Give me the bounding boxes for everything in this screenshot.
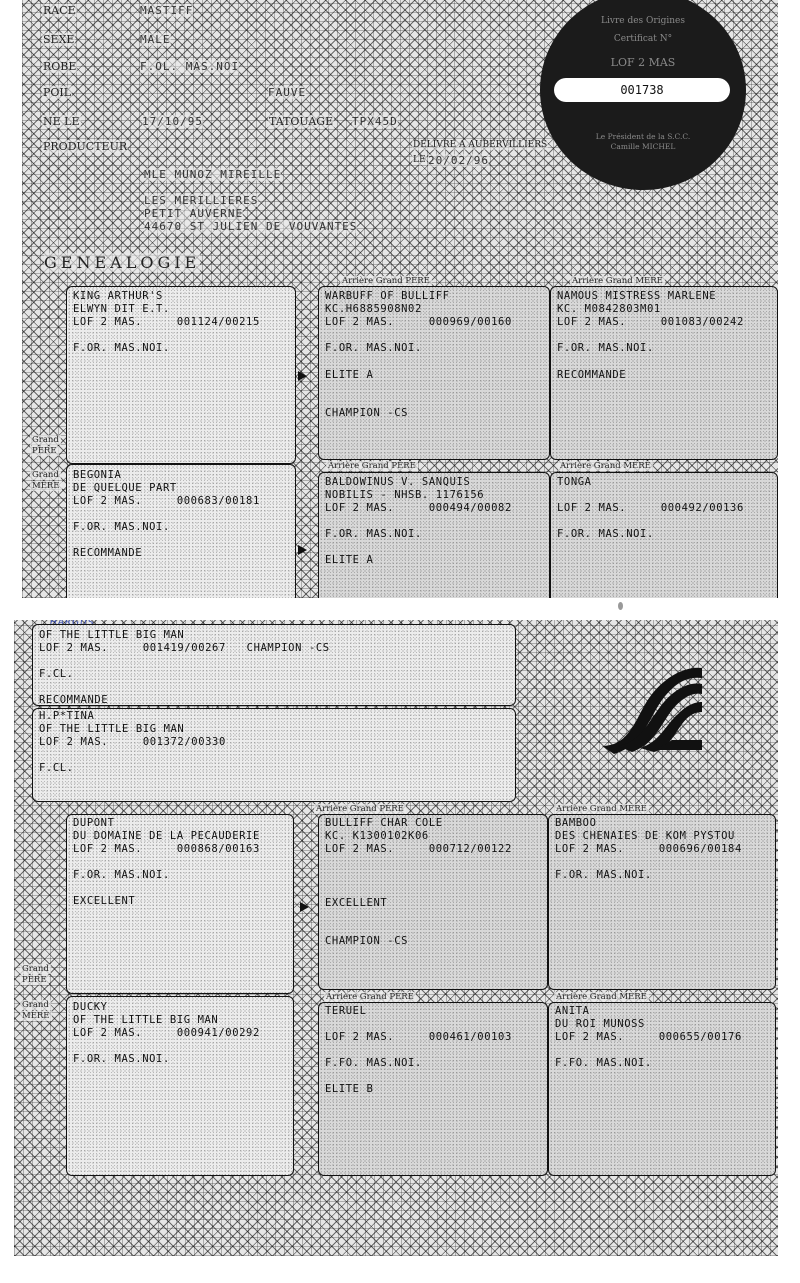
caption-mere-2: MERE (22, 1011, 50, 1021)
panel-grand-pere-maternal (66, 814, 294, 994)
line: F.FO. MAS.NOI. (325, 1057, 422, 1069)
line: LOF 2 MAS. 000941/00292 (73, 1027, 260, 1039)
panel-agm3 (548, 814, 776, 990)
producer-address-line2: PETIT AUVERNE (144, 207, 244, 220)
seal-line3: LOF 2 MAS (610, 56, 676, 69)
line: ELITE A (325, 369, 374, 381)
line: F.OR. MAS.NOI. (325, 528, 422, 540)
line: F.OR. MAS.NOI. (557, 528, 654, 540)
panel-grand-mere-maternal (66, 996, 294, 1176)
caption-agp3: Arrière Grand PERE (316, 804, 404, 814)
line: EXCELLENT (325, 897, 388, 909)
line: OF THE LITTLE BIG MAN (73, 1014, 219, 1026)
line: OF THE LITTLE BIG MAN (39, 629, 185, 641)
caption-grand: Grand (32, 435, 59, 445)
arrow-icon (298, 545, 307, 555)
caption-agm2: Arrière Grand MERE (560, 461, 651, 471)
line: NOBILIS - NHSB. 1176156 (325, 489, 485, 501)
panel-agp2 (318, 472, 550, 598)
line: LOF 2 MAS. 000461/00103 (325, 1031, 512, 1043)
caption-agp1: Arrière Grand PERE (342, 276, 430, 286)
tatouage-label: TATOUAGE (269, 115, 334, 128)
line: LOF 2 MAS. 000868/00163 (73, 843, 260, 855)
seal-line2: Certificat N° (613, 34, 673, 44)
panel-agm4 (548, 1002, 776, 1176)
panel-grand-mere-paternal (66, 464, 296, 598)
line: BULLIFF CHAR COLE (325, 817, 443, 829)
line: ELWYN DIT E.T. (73, 303, 170, 315)
paper-spot (618, 602, 623, 610)
arrow-icon (300, 902, 309, 912)
line: DUPONT (73, 817, 115, 829)
line: ELITE A (325, 554, 374, 566)
line: CHAMPION -CS (325, 407, 409, 419)
race-value: MASTIFF (140, 4, 194, 17)
line: ANITA (555, 1005, 590, 1017)
caption-agp4: Arrière Grand PERE (326, 992, 414, 1002)
line: LOF 2 MAS. 000696/00184 (555, 843, 742, 855)
line: RECOMMANDE (39, 694, 109, 706)
panel-mere (32, 708, 516, 802)
line: RECOMMANDE (73, 547, 143, 559)
line: F.OR. MAS.NOI. (325, 342, 422, 354)
caption-agm1: Arrière Grand MERE (572, 276, 663, 286)
line: BALDOWINUS V. SANQUIS (325, 476, 471, 488)
line: LOF 2 MAS. 000492/00136 (557, 502, 744, 514)
genealogie-heading: GENEALOGIE (44, 253, 201, 272)
producer-address-line1: LES MERILLIERES (144, 194, 259, 207)
line: LOF 2 MAS. 000969/00160 (325, 316, 512, 328)
line: BEGONIA (73, 469, 122, 481)
line: F.OR. MAS.NOI. (73, 342, 170, 354)
line: LOF 2 MAS. 000494/00082 (325, 502, 512, 514)
seal-sign2: Camille MICHEL (610, 142, 676, 151)
poil-label: POIL (43, 86, 72, 99)
pedigree-sheet-top (22, 0, 778, 598)
panel-grand-pere-paternal (66, 286, 296, 464)
ne-le-value: 17/10/95 (142, 115, 203, 128)
line: DES CHENAIES DE KOM PYSTOU (555, 830, 735, 842)
sexe-value: MALE (140, 33, 171, 46)
line: LOF 2 MAS. 001124/00215 (73, 316, 260, 328)
line: ELITE B (325, 1083, 374, 1095)
line: LOF 2 MAS. 001419/00267 CHAMPION -CS (39, 642, 330, 654)
line: WARBUFF OF BULLIFF (325, 290, 450, 302)
producer-address-line3: 44670 ST JULIEN DE VOUVANTES (144, 220, 358, 233)
line: TERUEL (325, 1005, 367, 1017)
line: F.OR. MAS.NOI. (73, 1053, 170, 1065)
seal-line1: Livre des Origines (601, 16, 685, 26)
certificate-seal (540, 0, 746, 190)
panel-agm1 (550, 286, 778, 460)
line: DU DOMAINE DE LA PECAUDERIE (73, 830, 260, 842)
pedigree-sheet-bottom (14, 620, 778, 1256)
race-label: RACE (43, 4, 76, 17)
line: LOF 2 MAS. 000712/00122 (325, 843, 512, 855)
line: TONGA (557, 476, 592, 488)
line: F.OR. MAS.NOI. (557, 342, 654, 354)
panel-agp4 (318, 1002, 548, 1176)
line: LOF 2 MAS. 001372/00330 (39, 736, 226, 748)
sexe-label: SEXE (43, 33, 75, 46)
robe-label: ROBE (43, 60, 77, 73)
producteur-label: PRODUCTEUR (43, 140, 128, 153)
caption-pere: PERE (32, 446, 57, 456)
ne-le-label: NE LE (43, 115, 80, 128)
line: F.FO. MAS.NOI. (555, 1057, 652, 1069)
line: RECOMMANDE (557, 369, 627, 381)
caption-agm4: Arrière Grand MERE (556, 992, 647, 1002)
caption-agm3: Arrière Grand MERE (556, 804, 647, 814)
line: LOF 2 MAS. 000655/00176 (555, 1031, 742, 1043)
tatouage-value: TPX45D (352, 115, 398, 128)
line: DUCKY (73, 1001, 108, 1013)
line: CHAMPION -CS (325, 935, 409, 947)
robe-value: F.OL. MAS.NOI (140, 60, 240, 73)
poil-value: FAUVE (268, 86, 307, 99)
line: H.P*TINA (39, 710, 95, 722)
line: DE QUELQUE PART (73, 482, 177, 494)
caption-grand-4: Grand (22, 1000, 49, 1010)
line: EXCELLENT (73, 895, 136, 907)
le-label: LE (413, 155, 426, 165)
caption-pere-2: PERE (22, 975, 47, 985)
line: KC. M0842803M01 (557, 303, 661, 315)
delivre-label: DELIVRE A AUBERVILLIERS (413, 140, 548, 150)
seal-sign1: Le Président de la S.C.C. (595, 132, 691, 141)
line: F.OR. MAS.NOI. (73, 869, 170, 881)
panel-agp1 (318, 286, 550, 460)
panel-agm2 (550, 472, 778, 598)
caption-grand-3: Grand (22, 964, 49, 974)
line: BAMBOO (555, 817, 597, 829)
line: NAMOUS MISTRESS MARLENE (557, 290, 717, 302)
line: F.CL. (39, 762, 74, 774)
caption-mere: MERE (32, 481, 60, 491)
line: KING ARTHUR'S (73, 290, 163, 302)
line: LOF 2 MAS. 000683/00181 (73, 495, 260, 507)
caption-grand-2: Grand (32, 470, 59, 480)
delivre-date: 20/02/96 (428, 154, 489, 167)
certificate-number: 001738 (554, 78, 730, 102)
panel-agp3 (318, 814, 548, 990)
scc-logo-icon (592, 654, 712, 754)
line: DU ROI MUNOSS (555, 1018, 645, 1030)
line: F.OR. MAS.NOI. (73, 521, 170, 533)
line: OF THE LITTLE BIG MAN (39, 723, 185, 735)
producer-name: MLE MUNOZ MIREILLE (144, 168, 282, 181)
line: KC.H6885908N02 (325, 303, 422, 315)
line: F.CL. (39, 668, 74, 680)
arrow-icon (298, 371, 307, 381)
line: LOF 2 MAS. 001083/00242 (557, 316, 744, 328)
caption-agp2: Arrière Grand PERE (328, 461, 416, 471)
line: KC. K1300102K06 (325, 830, 429, 842)
panel-pere (32, 624, 516, 706)
line: F.OR. MAS.NOI. (555, 869, 652, 881)
